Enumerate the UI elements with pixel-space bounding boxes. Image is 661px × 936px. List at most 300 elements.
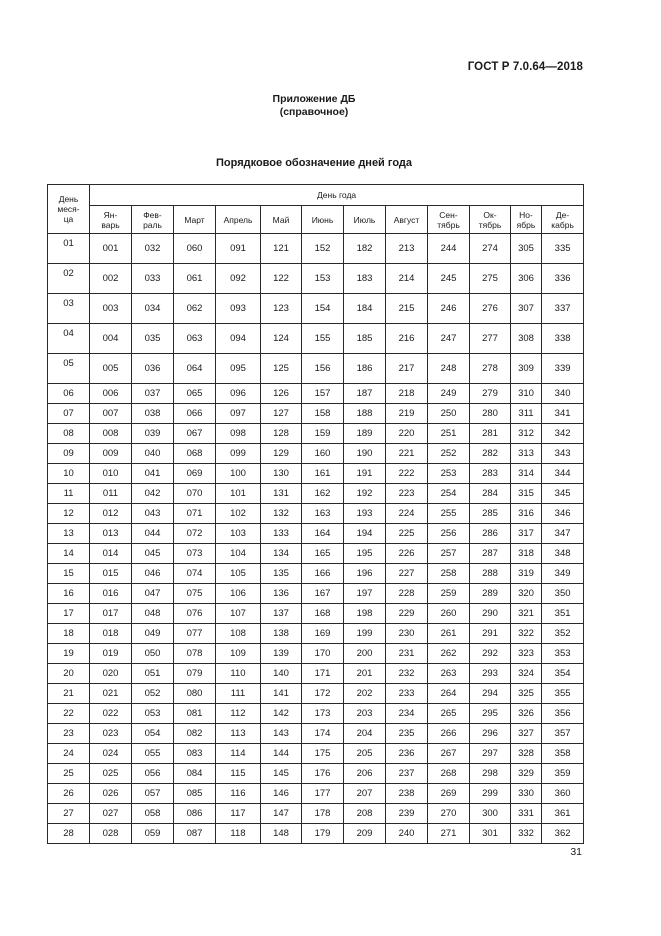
day-of-year-cell: 271 [428, 824, 470, 844]
day-of-year-cell: 331 [511, 804, 542, 824]
month-header [216, 206, 261, 234]
table-row [48, 644, 584, 664]
day-of-year-cell: 203 [344, 704, 386, 724]
day-of-year-cell: 225 [386, 524, 428, 544]
day-of-year-cell: 274 [470, 234, 511, 264]
day-of-year-cell: 155 [302, 324, 344, 354]
day-of-year-cell: 094 [216, 324, 261, 354]
day-of-year-cell: 359 [542, 764, 584, 784]
day-of-year-cell: 051 [132, 664, 174, 684]
day-of-year-cell: 183 [344, 264, 386, 294]
day-of-year-cell: 114 [216, 744, 261, 764]
day-of-year-cell: 221 [386, 444, 428, 464]
month-header [470, 206, 511, 234]
day-of-year-cell: 288 [470, 564, 511, 584]
day-of-year-cell: 307 [511, 294, 542, 324]
table-row [48, 444, 584, 464]
day-of-year-cell: 327 [511, 724, 542, 744]
day-of-year-cell: 226 [386, 544, 428, 564]
day-of-year-cell: 268 [428, 764, 470, 784]
day-of-month-cell: 18 [48, 624, 90, 644]
day-of-year-cell: 281 [470, 424, 511, 444]
day-of-year-cell: 061 [174, 264, 216, 294]
day-of-year-cell: 011 [90, 484, 132, 504]
day-of-year-cell: 103 [216, 524, 261, 544]
day-of-year-cell: 340 [542, 384, 584, 404]
day-of-year-cell: 152 [302, 234, 344, 264]
month-header-line: Сен- [439, 209, 458, 220]
day-of-year-cell: 145 [261, 764, 302, 784]
day-of-year-cell: 291 [470, 624, 511, 644]
table-row [48, 324, 584, 354]
table-row [48, 624, 584, 644]
day-of-year-cell: 278 [470, 354, 511, 384]
day-of-year-cell: 255 [428, 504, 470, 524]
day-of-year-cell: 197 [344, 584, 386, 604]
day-of-year-cell: 276 [470, 294, 511, 324]
day-of-year-cell: 222 [386, 464, 428, 484]
day-of-year-cell: 306 [511, 264, 542, 294]
day-of-year-cell: 133 [261, 524, 302, 544]
page-number: 31 [570, 846, 582, 858]
day-of-year-cell: 009 [90, 444, 132, 464]
day-of-year-cell: 077 [174, 624, 216, 644]
day-of-year-cell: 237 [386, 764, 428, 784]
day-of-year-cell: 171 [302, 664, 344, 684]
day-of-year-group-header: День года [90, 185, 584, 206]
day-of-year-cell: 270 [428, 804, 470, 824]
day-of-year-cell: 131 [261, 484, 302, 504]
month-header [428, 206, 470, 234]
annex-heading [0, 93, 628, 119]
table-title: Порядковое обозначение дней года [216, 157, 412, 169]
month-header-line: Июнь [311, 214, 334, 225]
day-of-year-cell: 160 [302, 444, 344, 464]
day-of-year-cell: 299 [470, 784, 511, 804]
day-of-year-cell: 329 [511, 764, 542, 784]
day-of-year-cell: 357 [542, 724, 584, 744]
day-of-year-cell: 135 [261, 564, 302, 584]
day-of-year-cell: 071 [174, 504, 216, 524]
day-of-year-cell: 019 [90, 644, 132, 664]
day-of-year-cell: 025 [90, 764, 132, 784]
day-of-year-cell: 045 [132, 544, 174, 564]
day-of-month-cell: 06 [48, 384, 90, 404]
day-of-year-cell: 046 [132, 564, 174, 584]
day-of-year-cell: 315 [511, 484, 542, 504]
day-of-year-cell: 234 [386, 704, 428, 724]
day-of-year-cell: 293 [470, 664, 511, 684]
table-row [48, 604, 584, 624]
day-of-year-cell: 007 [90, 404, 132, 424]
day-of-year-cell: 354 [542, 664, 584, 684]
day-of-year-cell: 300 [470, 804, 511, 824]
day-of-year-cell: 118 [216, 824, 261, 844]
day-of-year-cell: 238 [386, 784, 428, 804]
day-of-year-cell: 247 [428, 324, 470, 354]
day-of-year-cell: 280 [470, 404, 511, 424]
day-of-year-cell: 075 [174, 584, 216, 604]
day-of-year-cell: 233 [386, 684, 428, 704]
day-of-year-cell: 284 [470, 484, 511, 504]
day-of-year-cell: 219 [386, 404, 428, 424]
day-of-month-cell: 07 [48, 404, 90, 424]
table-row [48, 484, 584, 504]
day-of-year-cell: 158 [302, 404, 344, 424]
day-of-year-cell: 341 [542, 404, 584, 424]
day-of-year-cell: 322 [511, 624, 542, 644]
day-of-year-cell: 251 [428, 424, 470, 444]
day-of-year-cell: 308 [511, 324, 542, 354]
day-of-year-cell: 244 [428, 234, 470, 264]
day-of-year-cell: 040 [132, 444, 174, 464]
day-of-month-cell: 14 [48, 544, 90, 564]
day-of-year-cell: 115 [216, 764, 261, 784]
day-of-year-cell: 154 [302, 294, 344, 324]
day-of-year-cell: 301 [470, 824, 511, 844]
table-row [48, 764, 584, 784]
day-of-year-cell: 170 [302, 644, 344, 664]
day-of-year-cell: 143 [261, 724, 302, 744]
day-of-month-cell: 11 [48, 484, 90, 504]
day-of-year-cell: 026 [90, 784, 132, 804]
day-of-year-cell: 116 [216, 784, 261, 804]
day-of-year-cell: 044 [132, 524, 174, 544]
month-day-header-line: ца [63, 214, 74, 224]
day-of-year-cell: 347 [542, 524, 584, 544]
day-of-year-cell: 286 [470, 524, 511, 544]
day-of-year-cell: 086 [174, 804, 216, 824]
day-of-year-cell: 217 [386, 354, 428, 384]
day-of-month-cell: 02 [48, 264, 90, 294]
day-of-month-cell: 13 [48, 524, 90, 544]
day-of-year-cell: 352 [542, 624, 584, 644]
day-of-year-cell: 028 [90, 824, 132, 844]
day-of-year-cell: 305 [511, 234, 542, 264]
month-header-line: тябрь [437, 219, 460, 230]
day-of-year-cell: 324 [511, 664, 542, 684]
month-header-line: Ок- [483, 209, 497, 220]
day-of-year-cell: 136 [261, 584, 302, 604]
month-header-line: Август [393, 214, 420, 225]
annex-subtitle: (справочное) [279, 106, 349, 118]
day-of-year-cell: 200 [344, 644, 386, 664]
day-of-year-cell: 080 [174, 684, 216, 704]
day-of-year-cell: 254 [428, 484, 470, 504]
day-of-year-cell: 313 [511, 444, 542, 464]
month-header [132, 206, 174, 234]
day-of-year-cell: 128 [261, 424, 302, 444]
day-of-year-cell: 156 [302, 354, 344, 384]
table-row [48, 294, 584, 324]
day-of-year-cell: 332 [511, 824, 542, 844]
day-of-month-cell: 19 [48, 644, 90, 664]
day-of-year-cell: 039 [132, 424, 174, 444]
day-of-year-cell: 010 [90, 464, 132, 484]
day-of-year-cell: 339 [542, 354, 584, 384]
day-of-month-cell: 17 [48, 604, 90, 624]
table-row [48, 724, 584, 744]
month-header-line: раль [143, 219, 162, 230]
day-of-year-cell: 297 [470, 744, 511, 764]
day-of-year-cell: 001 [90, 234, 132, 264]
day-of-year-cell: 175 [302, 744, 344, 764]
day-of-year-cell: 117 [216, 804, 261, 824]
day-of-year-cell: 068 [174, 444, 216, 464]
day-of-year-cell: 163 [302, 504, 344, 524]
day-of-year-cell: 148 [261, 824, 302, 844]
day-of-month-cell: 24 [48, 744, 90, 764]
day-of-year-cell: 358 [542, 744, 584, 764]
day-of-year-cell: 330 [511, 784, 542, 804]
day-of-year-cell: 112 [216, 704, 261, 724]
table-row [48, 704, 584, 724]
day-of-year-cell: 020 [90, 664, 132, 684]
day-of-year-cell: 312 [511, 424, 542, 444]
day-of-month-cell: 05 [48, 354, 90, 384]
day-of-month-cell: 21 [48, 684, 90, 704]
day-of-year-cell: 146 [261, 784, 302, 804]
day-of-year-cell: 314 [511, 464, 542, 484]
table-row [48, 234, 584, 264]
day-of-year-cell: 063 [174, 324, 216, 354]
day-of-year-cell: 093 [216, 294, 261, 324]
day-of-year-cell: 196 [344, 564, 386, 584]
day-of-year-cell: 012 [90, 504, 132, 524]
day-of-year-cell: 105 [216, 564, 261, 584]
day-of-year-cell: 137 [261, 604, 302, 624]
day-of-year-cell: 084 [174, 764, 216, 784]
month-header-line: кабрь [551, 219, 574, 230]
day-of-year-cell: 264 [428, 684, 470, 704]
day-of-year-cell: 189 [344, 424, 386, 444]
table-row [48, 384, 584, 404]
month-header [90, 206, 132, 234]
day-of-year-cell: 310 [511, 384, 542, 404]
day-of-year-cell: 277 [470, 324, 511, 354]
day-of-year-cell: 285 [470, 504, 511, 524]
day-of-year-cell: 166 [302, 564, 344, 584]
day-of-year-cell: 265 [428, 704, 470, 724]
day-of-month-cell: 27 [48, 804, 90, 824]
day-of-year-cell: 122 [261, 264, 302, 294]
day-of-year-cell: 230 [386, 624, 428, 644]
day-of-year-cell: 098 [216, 424, 261, 444]
day-of-year-cell: 287 [470, 544, 511, 564]
day-of-year-cell: 053 [132, 704, 174, 724]
table-row [48, 684, 584, 704]
day-of-year-cell: 199 [344, 624, 386, 644]
month-day-header-line: меся- [57, 204, 80, 214]
month-header-line: Июль [353, 214, 376, 225]
day-of-year-cell: 266 [428, 724, 470, 744]
day-of-year-cell: 035 [132, 324, 174, 354]
day-of-year-cell: 248 [428, 354, 470, 384]
month-header-line: Фев- [143, 209, 162, 220]
day-of-month-cell: 28 [48, 824, 90, 844]
day-of-year-cell: 263 [428, 664, 470, 684]
day-of-year-cell: 198 [344, 604, 386, 624]
day-of-year-cell: 353 [542, 644, 584, 664]
day-of-year-cell: 176 [302, 764, 344, 784]
month-header [542, 206, 584, 234]
day-of-year-cell: 345 [542, 484, 584, 504]
day-of-year-cell: 058 [132, 804, 174, 824]
day-of-year-cell: 239 [386, 804, 428, 824]
day-of-year-cell: 092 [216, 264, 261, 294]
day-of-year-cell: 283 [470, 464, 511, 484]
day-of-year-cell: 027 [90, 804, 132, 824]
table-row [48, 544, 584, 564]
month-header-line: Апрель [223, 214, 253, 225]
day-of-year-cell: 017 [90, 604, 132, 624]
day-of-month-cell: 26 [48, 784, 90, 804]
day-of-year-cell: 216 [386, 324, 428, 354]
day-of-year-cell: 033 [132, 264, 174, 294]
day-of-year-cell: 295 [470, 704, 511, 724]
day-of-year-cell: 335 [542, 234, 584, 264]
day-of-year-cell: 187 [344, 384, 386, 404]
day-of-year-cell: 235 [386, 724, 428, 744]
day-of-year-cell: 223 [386, 484, 428, 504]
day-of-year-cell: 006 [90, 384, 132, 404]
month-day-header-line: День [58, 194, 79, 204]
day-of-year-cell: 054 [132, 724, 174, 744]
month-header [261, 206, 302, 234]
day-of-year-cell: 186 [344, 354, 386, 384]
day-of-year-cell: 130 [261, 464, 302, 484]
day-of-month-cell: 04 [48, 324, 90, 354]
day-of-year-cell: 185 [344, 324, 386, 354]
day-of-year-cell: 037 [132, 384, 174, 404]
day-of-year-cell: 138 [261, 624, 302, 644]
day-of-year-cell: 099 [216, 444, 261, 464]
month-header [511, 206, 542, 234]
day-of-year-cell: 344 [542, 464, 584, 484]
standard-code: ГОСТ Р 7.0.64—2018 [467, 61, 583, 73]
day-of-year-cell: 164 [302, 524, 344, 544]
day-of-year-cell: 232 [386, 664, 428, 684]
day-of-year-cell: 213 [386, 234, 428, 264]
day-of-year-cell: 167 [302, 584, 344, 604]
day-of-year-cell: 188 [344, 404, 386, 424]
month-header-line: Май [272, 214, 290, 225]
day-of-year-cell: 337 [542, 294, 584, 324]
month-header-line: варь [101, 219, 120, 230]
month-header-line: Март [184, 214, 205, 225]
day-of-year-cell: 079 [174, 664, 216, 684]
day-of-year-cell: 047 [132, 584, 174, 604]
month-header-line: тябрь [478, 219, 502, 230]
day-of-year-cell: 191 [344, 464, 386, 484]
day-of-year-cell: 236 [386, 744, 428, 764]
day-of-year-cell: 202 [344, 684, 386, 704]
table-row [48, 804, 584, 824]
day-of-year-cell: 228 [386, 584, 428, 604]
day-of-year-cell: 055 [132, 744, 174, 764]
table-row [48, 824, 584, 844]
day-of-year-cell: 361 [542, 804, 584, 824]
day-of-year-cell: 142 [261, 704, 302, 724]
day-of-year-cell: 078 [174, 644, 216, 664]
day-of-month-cell: 12 [48, 504, 90, 524]
day-of-year-cell: 294 [470, 684, 511, 704]
day-of-year-cell: 008 [90, 424, 132, 444]
month-header-line: Ян- [103, 209, 118, 220]
day-of-year-cell: 259 [428, 584, 470, 604]
day-of-year-cell: 317 [511, 524, 542, 544]
day-of-year-cell: 161 [302, 464, 344, 484]
day-of-year-cell: 323 [511, 644, 542, 664]
day-of-year-cell: 250 [428, 404, 470, 424]
day-of-year-cell: 096 [216, 384, 261, 404]
day-of-year-table [47, 184, 584, 844]
day-of-year-cell: 121 [261, 234, 302, 264]
day-of-year-cell: 123 [261, 294, 302, 324]
day-of-year-cell: 256 [428, 524, 470, 544]
day-of-year-cell: 153 [302, 264, 344, 294]
day-of-month-cell: 23 [48, 724, 90, 744]
day-of-year-cell: 013 [90, 524, 132, 544]
day-of-year-cell: 275 [470, 264, 511, 294]
table-row [48, 264, 584, 294]
month-header-line: Но- [519, 209, 533, 220]
day-of-year-cell: 108 [216, 624, 261, 644]
day-of-year-cell: 014 [90, 544, 132, 564]
day-of-year-cell: 111 [216, 684, 261, 704]
day-of-year-cell: 355 [542, 684, 584, 704]
day-of-year-cell: 107 [216, 604, 261, 624]
day-of-year-cell: 157 [302, 384, 344, 404]
day-of-month-cell: 15 [48, 564, 90, 584]
month-header-line: ябрь [516, 219, 536, 230]
day-of-year-cell: 062 [174, 294, 216, 324]
day-of-year-cell: 085 [174, 784, 216, 804]
day-of-year-cell: 134 [261, 544, 302, 564]
day-of-year-cell: 204 [344, 724, 386, 744]
day-of-year-cell: 328 [511, 744, 542, 764]
day-of-year-cell: 245 [428, 264, 470, 294]
day-of-year-cell: 218 [386, 384, 428, 404]
day-of-year-cell: 034 [132, 294, 174, 324]
day-of-year-cell: 246 [428, 294, 470, 324]
day-of-year-cell: 106 [216, 584, 261, 604]
day-of-year-cell: 083 [174, 744, 216, 764]
table-row [48, 404, 584, 424]
day-of-year-cell: 081 [174, 704, 216, 724]
day-of-year-cell: 113 [216, 724, 261, 744]
day-of-year-cell: 056 [132, 764, 174, 784]
day-of-year-cell: 057 [132, 784, 174, 804]
day-of-year-cell: 109 [216, 644, 261, 664]
day-of-month-cell: 25 [48, 764, 90, 784]
day-of-year-cell: 023 [90, 724, 132, 744]
table-row [48, 784, 584, 804]
month-header-line: Де- [555, 209, 570, 220]
day-of-year-cell: 227 [386, 564, 428, 584]
day-of-year-cell: 048 [132, 604, 174, 624]
table-row [48, 664, 584, 684]
day-of-year-cell: 201 [344, 664, 386, 684]
day-of-year-cell: 126 [261, 384, 302, 404]
day-of-year-cell: 173 [302, 704, 344, 724]
day-of-year-cell: 049 [132, 624, 174, 644]
day-of-year-cell: 141 [261, 684, 302, 704]
day-of-year-cell: 060 [174, 234, 216, 264]
day-of-year-cell: 066 [174, 404, 216, 424]
day-of-year-cell: 147 [261, 804, 302, 824]
day-of-year-cell: 168 [302, 604, 344, 624]
